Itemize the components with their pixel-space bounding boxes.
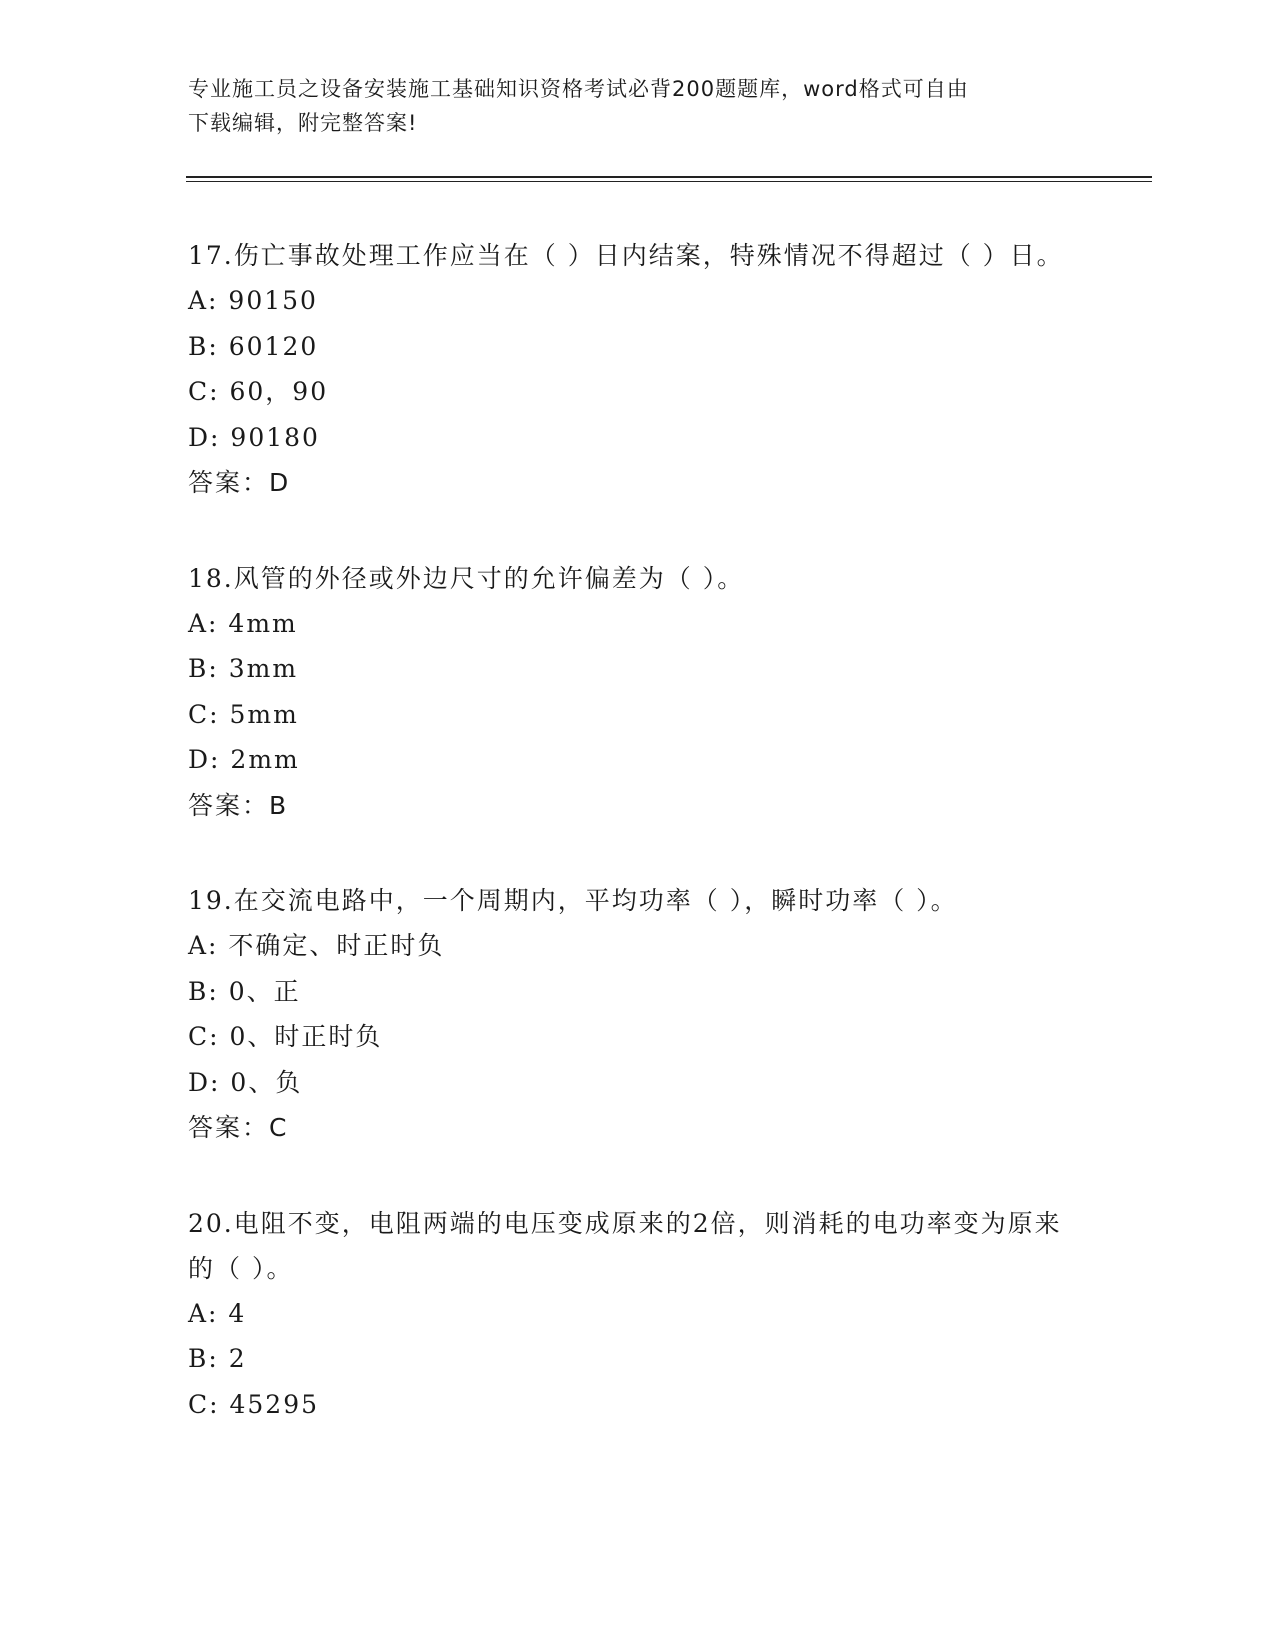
option-a: A: 不确定、时正时负 xyxy=(188,931,445,960)
header-divider-bottom xyxy=(186,181,1152,182)
option-b: B: 2 xyxy=(188,1344,247,1373)
question-19 xyxy=(188,878,1088,1151)
header-line-2: 下载编辑，附完整答案! xyxy=(188,111,418,135)
option-b: B: 60120 xyxy=(188,331,319,361)
answer: 答案：C xyxy=(188,1113,289,1142)
option-d: D: 90180 xyxy=(188,422,320,452)
question-text: 17.伤亡事故处理工作应当在（ ）日内结案，特殊情况不得超过（ ）日。 xyxy=(188,241,1064,270)
option-d: D: 0、负 xyxy=(188,1067,303,1097)
option-c: C: 45295 xyxy=(188,1389,320,1419)
option-b: B: 0、正 xyxy=(188,976,301,1006)
answer: 答案：D xyxy=(188,468,291,497)
question-text: 20.电阻不变，电阻两端的电压变成原来的2倍，则消耗的电功率变为原来的（ ）。 xyxy=(188,1208,1062,1283)
option-c: C: 60，90 xyxy=(188,377,329,406)
option-a: A: 4mm xyxy=(188,608,298,638)
header-line-1: 专业施工员之设备安装施工基础知识资格考试必背200题题库，word格式可自由 xyxy=(188,77,969,101)
answer: 答案：B xyxy=(188,790,289,820)
question-text: 19.在交流电路中，一个周期内，平均功率（ ），瞬时功率（ ）。 xyxy=(188,886,958,915)
option-c: C: 0、时正时负 xyxy=(188,1022,383,1051)
question-20 xyxy=(188,1201,1088,1428)
question-18 xyxy=(188,556,1088,829)
option-b: B: 3mm xyxy=(188,654,299,683)
document-header xyxy=(188,72,1088,140)
header-divider-top xyxy=(186,176,1152,178)
option-a: A: 90150 xyxy=(188,286,318,315)
question-text: 18.风管的外径或外边尺寸的允许偏差为（ ）。 xyxy=(188,563,745,593)
option-d: D: 2mm xyxy=(188,745,300,774)
option-a: A: 4 xyxy=(188,1298,247,1328)
question-17 xyxy=(188,233,1088,506)
question-list xyxy=(188,233,1088,1477)
option-c: C: 5mm xyxy=(188,699,299,729)
